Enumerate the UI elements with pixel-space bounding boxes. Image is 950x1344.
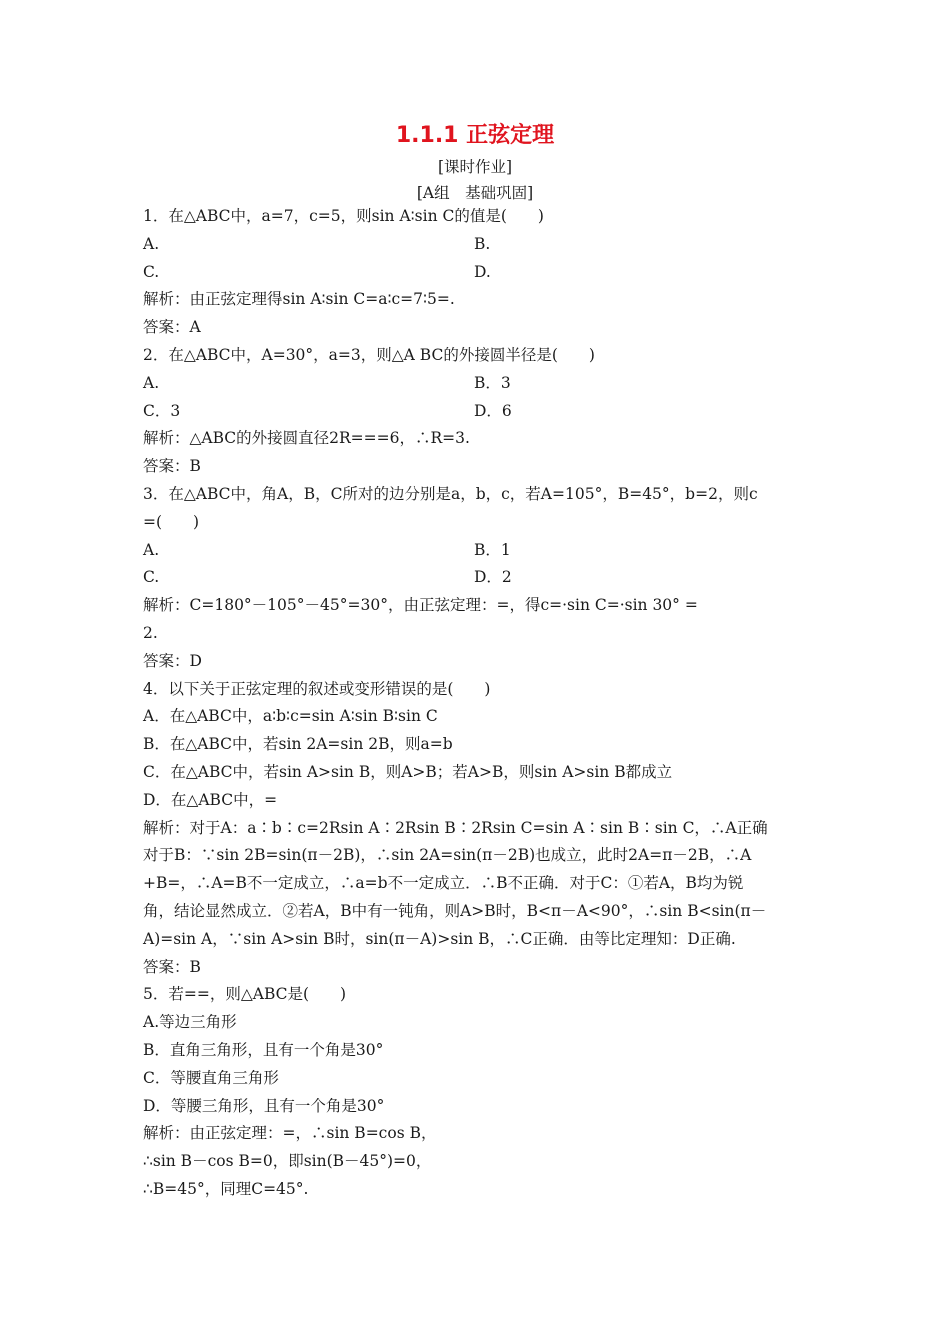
q5-analysis-line: ∴sin B－cos B=0，即sin(B－45°)=0， bbox=[143, 1152, 432, 1171]
exercise-body bbox=[143, 203, 811, 1204]
q3-option-c: C. bbox=[143, 568, 160, 587]
q3-stem-line2: =( ) bbox=[143, 512, 200, 531]
q4-analysis-line: 对于B：∵sin 2B=sin(π－2B)，∴sin 2A=sin(π－2B)也成立，此时2A=π－2B，∴A bbox=[143, 846, 752, 865]
q3-analysis-line2: 2. bbox=[143, 623, 158, 642]
q3-options-row2 bbox=[143, 564, 811, 592]
q1-options-row2 bbox=[143, 259, 811, 287]
q1-option-b: B. bbox=[474, 234, 491, 253]
q4-analysis-line: A)=sin A，∵sin A>sin B时，sin(π－A)>sin B，∴C正确．由等比定理知：D正确. bbox=[143, 929, 736, 948]
q2-stem: 2．在△ABC中，A=30°，a=3，则△A BC的外接圆半径是( ) bbox=[143, 345, 595, 364]
q3-option-a: A. bbox=[143, 540, 160, 559]
q1-stem: 1．在△ABC中，a=7，c=5，则sin A∶sin C的值是( ) bbox=[143, 207, 544, 225]
q1-option-a: A. bbox=[143, 234, 160, 253]
q5-option-d: D．等腰三角形，且有一个角是30° bbox=[143, 1096, 385, 1115]
q2-option-a: A. bbox=[143, 373, 160, 392]
q3-answer: 答案：D bbox=[143, 651, 202, 670]
q4-analysis-line: 角，结论显然成立．②若A，B中有一钝角，则A>B时，B<π－A<90°，∴sin B<sin(π－ bbox=[143, 901, 767, 920]
q1-option-c: C. bbox=[143, 262, 160, 281]
q2-option-b: B．3 bbox=[474, 373, 511, 392]
q3-analysis-line1: 解析：C=180°－105°－45°=30°，由正弦定理：=，得c=·sin C=·sin 30° = bbox=[143, 596, 698, 615]
q5-option-a: A.等边三角形 bbox=[143, 1013, 237, 1032]
q2-answer: 答案：B bbox=[143, 457, 201, 476]
q2-option-d: D．6 bbox=[474, 401, 512, 420]
q4-option-d: D．在△ABC中，= bbox=[143, 790, 278, 809]
subtitle: [课时作业] bbox=[437, 158, 513, 176]
q3-options-row1 bbox=[143, 537, 811, 565]
q3-stem-line1: 3．在△ABC中，角A，B，C所对的边分别是a，b，c，若A=105°，B=45°，b=2，则c bbox=[143, 484, 758, 503]
q2-option-c: C．3 bbox=[143, 401, 181, 420]
q5-option-b: B．直角三角形，且有一个角是30° bbox=[143, 1040, 384, 1059]
q1-analysis: 解析：由正弦定理得sin A∶sin C=a∶c=7∶5=. bbox=[143, 290, 455, 309]
q4-stem: 4．以下关于正弦定理的叙述或变形错误的是( ) bbox=[143, 679, 491, 698]
q2-analysis: 解析：△ABC的外接圆直径2R===6，∴R=3. bbox=[143, 429, 470, 448]
q1-option-d: D. bbox=[474, 262, 491, 281]
q4-analysis-line: +B=，∴A=B不一定成立，∴a=b不一定成立．∴B不正确．对于C：①若A，B均为锐 bbox=[143, 874, 744, 893]
q1-options-row1 bbox=[143, 231, 811, 259]
q3-option-b: B．1 bbox=[474, 540, 511, 559]
q4-option-c: C．在△ABC中，若sin A>sin B，则A>B；若A>B，则sin A>sin B都成立 bbox=[143, 762, 673, 781]
q4-analysis-line: 解析：对于A：a∶b∶c=2Rsin A∶2Rsin B∶2Rsin C=sin A∶sin B∶sin C，∴A正确 bbox=[143, 818, 768, 837]
q2-options-row1 bbox=[143, 370, 811, 398]
q4-option-a: A．在△ABC中，a∶b∶c=sin A∶sin B∶sin C bbox=[143, 707, 438, 726]
q5-analysis-line: ∴B=45°，同理C=45°. bbox=[143, 1179, 309, 1198]
q4-answer: 答案：B bbox=[143, 957, 201, 976]
page-title: 1.1.1 正弦定理 bbox=[395, 123, 555, 148]
q5-option-c: C．等腰直角三角形 bbox=[143, 1068, 279, 1087]
group-label: [A组 基础巩固] bbox=[416, 184, 534, 202]
q1-answer: 答案：A bbox=[143, 318, 201, 337]
q4-option-b: B．在△ABC中，若sin 2A=sin 2B，则a=b bbox=[143, 735, 453, 754]
q3-option-d: D．2 bbox=[474, 568, 512, 587]
q5-stem: 5．若==，则△ABC是( ) bbox=[143, 985, 347, 1004]
q2-options-row2 bbox=[143, 398, 811, 426]
q5-analysis-line: 解析：由正弦定理：=，∴sin B=cos B， bbox=[143, 1124, 437, 1143]
